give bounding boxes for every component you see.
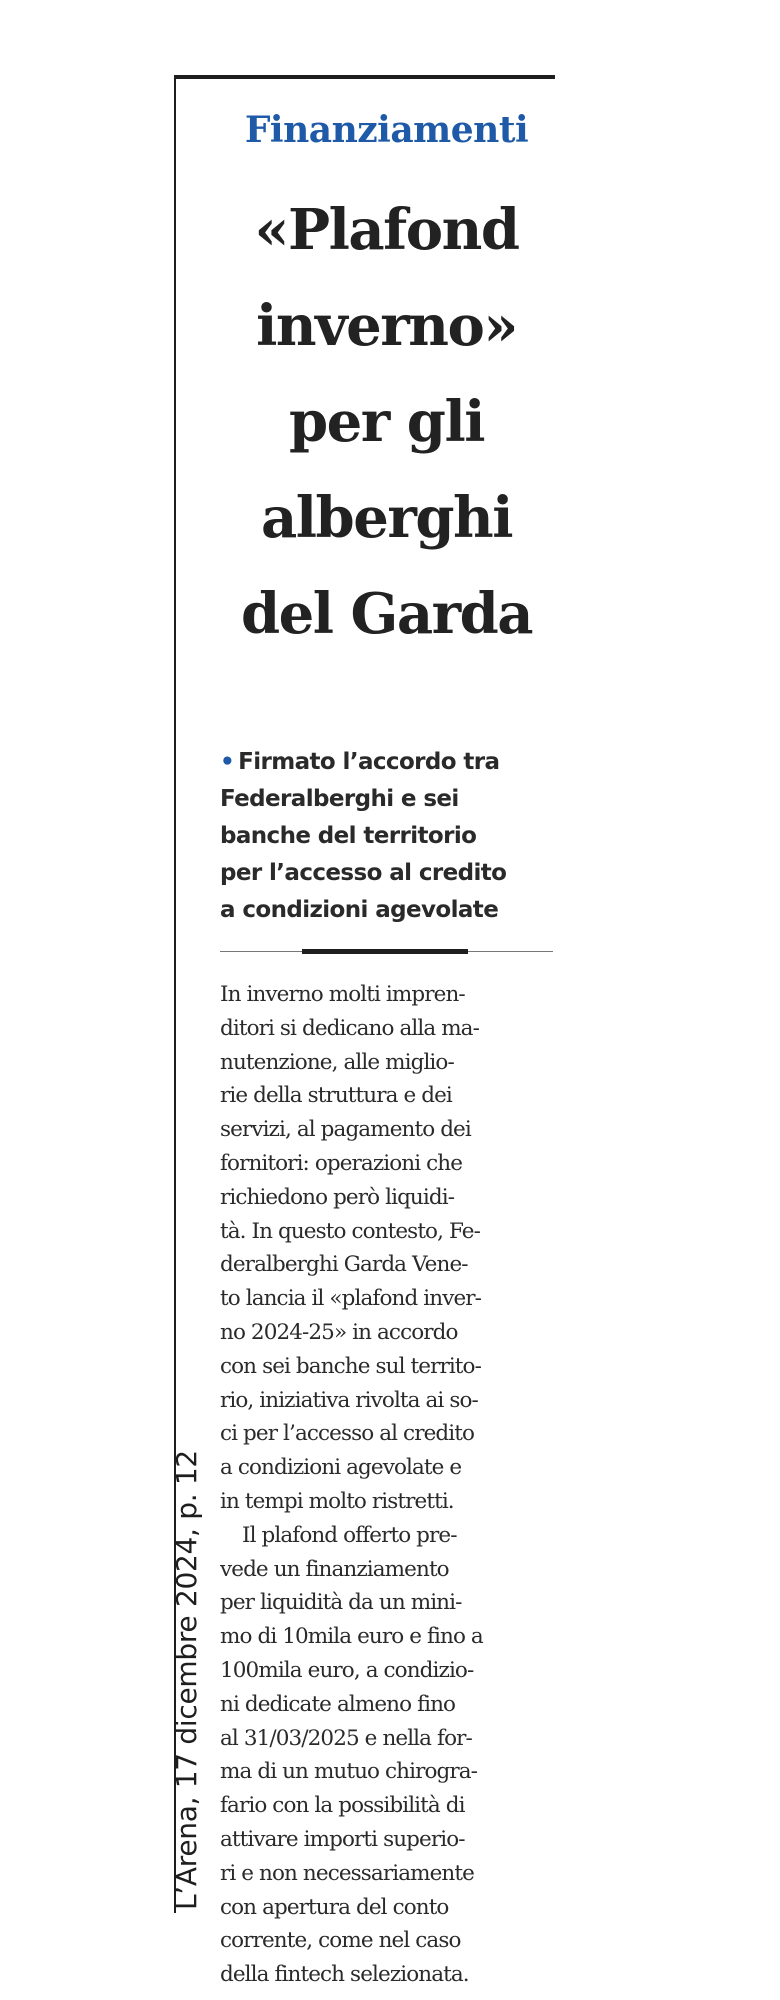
body-line: rie della struttura e dei [220,1083,452,1109]
body-line: no 2024-25» in accordo [220,1319,458,1345]
article-column [220,100,553,1992]
body-line: to lancia il «plafond inver- [220,1286,482,1312]
body-line: ri e non necessariamente [220,1860,474,1886]
body-line: ma di un mutuo chirogra- [220,1759,478,1785]
body-line: servizi, al pagamento dei [220,1117,471,1143]
body-line: deralberghi Garda Vene- [220,1252,468,1278]
body-line: mo di 10mila euro e fino a [220,1624,483,1650]
summary-line: per l’accesso al credito [220,860,507,886]
body-line: della fintech selezionata. [220,1962,469,1988]
body-line: corrente, come nel caso [220,1928,461,1954]
body-line: al 31/03/2025 e nella for- [220,1725,472,1751]
body-line: con apertura del conto [220,1894,449,1920]
body-line: ditori si dedicano alla ma- [220,1015,479,1041]
article-summary [220,744,553,929]
body-line: in tempi molto ristretti. [220,1488,454,1514]
summary-line: Federalberghi e sei [220,786,459,812]
body-line: tà. In questo contesto, Fe- [220,1218,480,1244]
body-line: rio, iniziativa rivolta ai so- [220,1387,478,1413]
body-line: per liquidità da un mini- [220,1590,462,1616]
body-line: con sei banche sul territo- [220,1353,481,1379]
summary-line: a condizioni agevolate [220,897,499,923]
body-line: In inverno molti impren- [220,982,465,1007]
body-line: richiedono però liquidi- [220,1184,455,1210]
body-line: attivare importi superio- [220,1826,465,1852]
headline-line: inverno» [256,293,517,359]
section-divider [220,949,553,954]
divider-thick-rule [302,949,468,954]
body-line: vede un finanziamento [220,1556,449,1582]
body-line: fario con la possibilità di [220,1793,465,1819]
summary-line: banche del territorio [220,823,477,849]
body-line: ni dedicate almeno fino [220,1691,456,1717]
body-line: a condizioni agevolate e [220,1455,462,1481]
headline-line: del Garda [240,581,533,647]
summary-text: Firmato l’accordo tra [238,749,500,775]
article-headline [220,182,553,662]
top-rule [174,75,555,79]
source-credit: L’Arena, 17 dicembre 2024, p. 12 [170,1450,203,1910]
headline-line: alberghi [261,485,512,551]
headline-line: «Plafond [254,197,519,263]
headline-line: per gli [289,389,484,455]
summary-bullet: • [220,749,235,775]
body-line: Il plafond offerto pre- [242,1522,457,1548]
summary-line [220,744,553,781]
body-line: fornitori: operazioni che [220,1150,463,1176]
article-body [220,978,553,1992]
body-line: nutenzione, alle miglio- [220,1049,454,1075]
body-line: 100mila euro, a condizio- [220,1657,474,1683]
article-kicker: Finanziamenti [244,109,529,151]
body-line: ci per l’accesso al credito [220,1421,475,1447]
